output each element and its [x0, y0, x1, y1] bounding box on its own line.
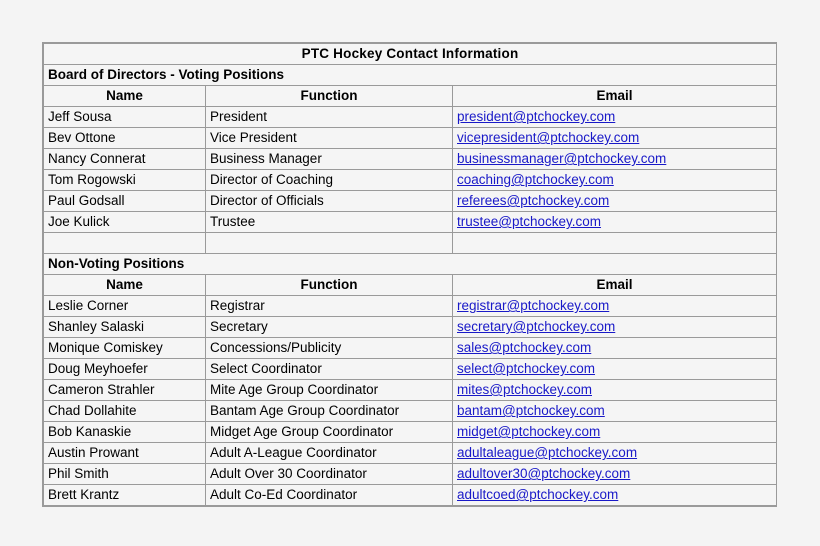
contact-table — [43, 43, 777, 506]
spacer-cell — [453, 233, 777, 254]
table-row — [44, 401, 777, 422]
cell-function: Secretary — [206, 317, 453, 338]
email-link[interactable]: adultcoed@ptchockey.com — [457, 487, 619, 502]
table-row — [44, 380, 777, 401]
email-link[interactable]: coaching@ptchockey.com — [457, 172, 614, 187]
cell-name: Leslie Corner — [44, 296, 206, 317]
table-row — [44, 212, 777, 233]
column-header-function: Function — [206, 275, 453, 296]
section-title: Board of Directors - Voting Positions — [44, 65, 777, 86]
column-header-email: Email — [453, 86, 777, 107]
table-row — [44, 422, 777, 443]
cell-email[interactable] — [453, 485, 777, 506]
table-row — [44, 338, 777, 359]
cell-email[interactable] — [453, 296, 777, 317]
cell-name: Joe Kulick — [44, 212, 206, 233]
cell-email[interactable] — [453, 464, 777, 485]
email-link[interactable]: trustee@ptchockey.com — [457, 214, 602, 229]
cell-email[interactable] — [453, 191, 777, 212]
cell-function: Director of Officials — [206, 191, 453, 212]
cell-email[interactable] — [453, 170, 777, 191]
cell-name: Brett Krantz — [44, 485, 206, 506]
cell-function: Select Coordinator — [206, 359, 453, 380]
email-link[interactable]: president@ptchockey.com — [457, 109, 616, 124]
email-link[interactable]: select@ptchockey.com — [457, 361, 596, 376]
cell-function: Adult Over 30 Coordinator — [206, 464, 453, 485]
table-row — [44, 296, 777, 317]
cell-function: Business Manager — [206, 149, 453, 170]
email-link[interactable]: mites@ptchockey.com — [457, 382, 592, 397]
cell-email[interactable] — [453, 443, 777, 464]
cell-function: Midget Age Group Coordinator — [206, 422, 453, 443]
spacer-cell — [206, 233, 453, 254]
cell-function: Adult Co-Ed Coordinator — [206, 485, 453, 506]
cell-email[interactable] — [453, 128, 777, 149]
cell-email[interactable] — [453, 338, 777, 359]
cell-name: Nancy Connerat — [44, 149, 206, 170]
cell-function: Mite Age Group Coordinator — [206, 380, 453, 401]
email-link[interactable]: businessmanager@ptchockey.com — [457, 151, 667, 166]
table-row — [44, 485, 777, 506]
column-header-function: Function — [206, 86, 453, 107]
email-link[interactable]: sales@ptchockey.com — [457, 340, 592, 355]
column-header-name: Name — [44, 86, 206, 107]
table-row — [44, 128, 777, 149]
cell-function: Bantam Age Group Coordinator — [206, 401, 453, 422]
cell-name: Jeff Sousa — [44, 107, 206, 128]
cell-function: Vice President — [206, 128, 453, 149]
contact-sheet — [42, 42, 777, 507]
cell-email[interactable] — [453, 149, 777, 170]
email-link[interactable]: bantam@ptchockey.com — [457, 403, 605, 418]
table-row — [44, 317, 777, 338]
email-link[interactable]: vicepresident@ptchockey.com — [457, 130, 640, 145]
cell-function: Registrar — [206, 296, 453, 317]
cell-email[interactable] — [453, 401, 777, 422]
cell-function: Director of Coaching — [206, 170, 453, 191]
cell-name: Austin Prowant — [44, 443, 206, 464]
cell-email[interactable] — [453, 317, 777, 338]
table-row — [44, 170, 777, 191]
contact-table-body — [44, 44, 777, 506]
cell-name: Phil Smith — [44, 464, 206, 485]
email-link[interactable]: midget@ptchockey.com — [457, 424, 601, 439]
cell-email[interactable] — [453, 212, 777, 233]
column-header-row — [44, 86, 777, 107]
email-link[interactable]: adultover30@ptchockey.com — [457, 466, 631, 481]
spacer-cell — [44, 233, 206, 254]
cell-name: Paul Godsall — [44, 191, 206, 212]
email-link[interactable]: secretary@ptchockey.com — [457, 319, 616, 334]
page-title: PTC Hockey Contact Information — [44, 44, 777, 65]
cell-email[interactable] — [453, 380, 777, 401]
cell-name: Tom Rogowski — [44, 170, 206, 191]
cell-function: Trustee — [206, 212, 453, 233]
cell-name: Shanley Salaski — [44, 317, 206, 338]
cell-function: Concessions/Publicity — [206, 338, 453, 359]
cell-function: President — [206, 107, 453, 128]
table-row — [44, 443, 777, 464]
column-header-row — [44, 275, 777, 296]
cell-name: Monique Comiskey — [44, 338, 206, 359]
cell-name: Cameron Strahler — [44, 380, 206, 401]
table-row — [44, 191, 777, 212]
cell-name: Chad Dollahite — [44, 401, 206, 422]
cell-name: Bev Ottone — [44, 128, 206, 149]
table-row — [44, 359, 777, 380]
table-row — [44, 107, 777, 128]
email-link[interactable]: adultaleague@ptchockey.com — [457, 445, 638, 460]
section-header-row — [44, 65, 777, 86]
table-row — [44, 464, 777, 485]
document-title-row — [44, 44, 777, 65]
table-row — [44, 149, 777, 170]
cell-email[interactable] — [453, 107, 777, 128]
cell-email[interactable] — [453, 359, 777, 380]
cell-email[interactable] — [453, 422, 777, 443]
column-header-name: Name — [44, 275, 206, 296]
email-link[interactable]: registrar@ptchockey.com — [457, 298, 610, 313]
column-header-email: Email — [453, 275, 777, 296]
section-title: Non-Voting Positions — [44, 254, 777, 275]
cell-name: Bob Kanaskie — [44, 422, 206, 443]
cell-function: Adult A-League Coordinator — [206, 443, 453, 464]
email-link[interactable]: referees@ptchockey.com — [457, 193, 610, 208]
cell-name: Doug Meyhoefer — [44, 359, 206, 380]
section-header-row — [44, 254, 777, 275]
spacer-row — [44, 233, 777, 254]
